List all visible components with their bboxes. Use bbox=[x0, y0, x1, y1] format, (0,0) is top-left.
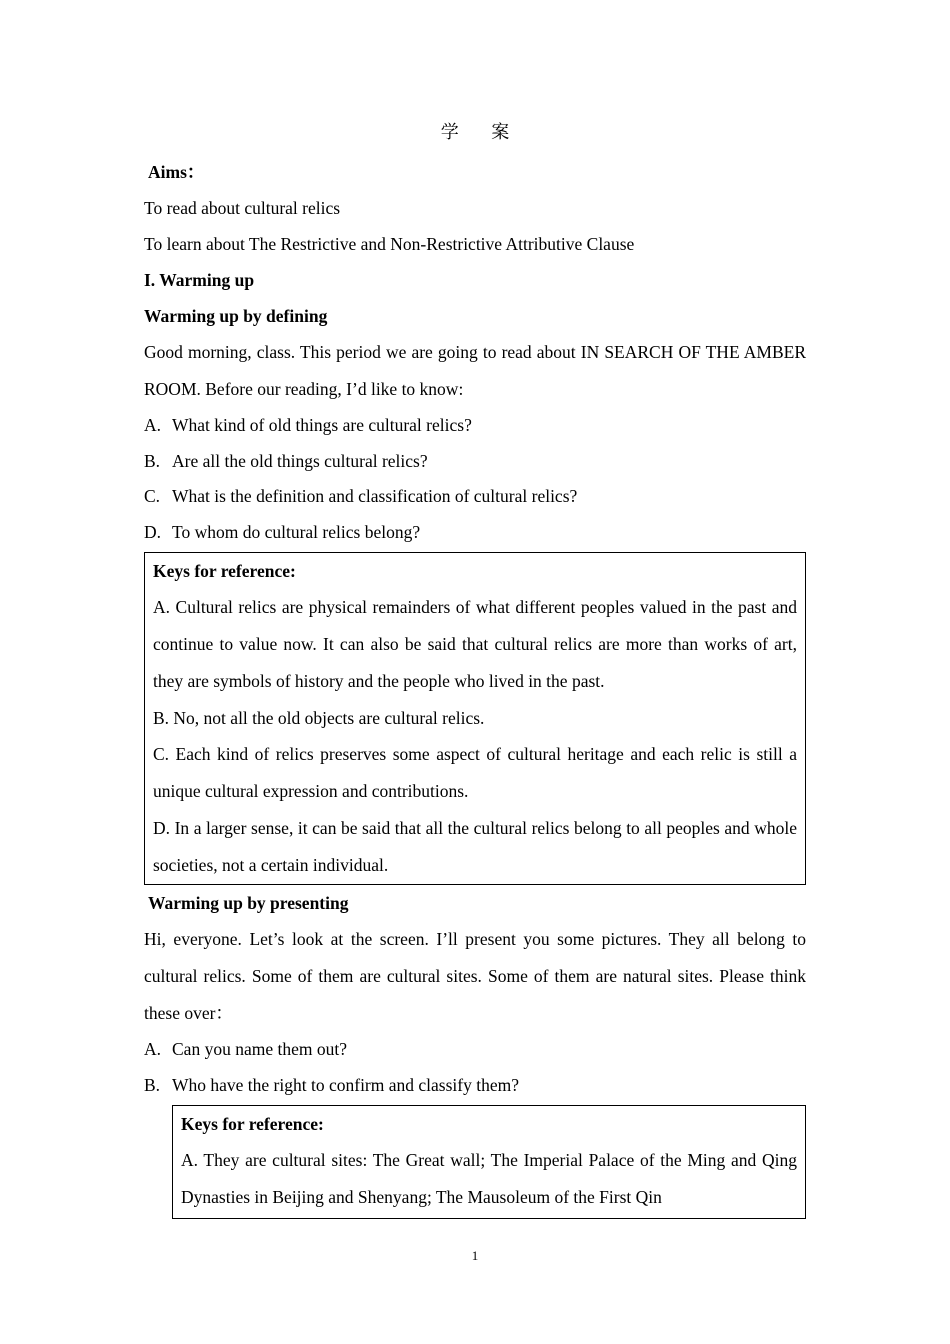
list-item bbox=[144, 1032, 806, 1068]
list-item bbox=[144, 1068, 806, 1104]
list-letter: D. bbox=[144, 521, 162, 542]
subsection-heading: Warming up by defining bbox=[144, 306, 328, 326]
key-answer: A. They are cultural sites: The Great wall; The Imperial Palace of the Ming and Qing Dynasties in Beijing and Shenyang; The Mausoleum of the First Qin bbox=[181, 1150, 797, 1207]
list-letter: B. bbox=[144, 1074, 161, 1095]
keys-box bbox=[144, 552, 806, 885]
list-letter: C. bbox=[144, 486, 161, 506]
key-answer: A. Cultural relics are physical remainders of what different peoples valued in the past and continue to value now. It can also be said that cultural relics are more than works of art, they are symbols of history and the people who lived in the past. bbox=[153, 597, 797, 691]
list-item bbox=[144, 479, 806, 515]
list-text: Are all the old things cultural relics? bbox=[172, 450, 428, 471]
keys-heading: Keys for reference: bbox=[181, 1114, 324, 1134]
page-title: 学 案 bbox=[440, 122, 524, 142]
list-letter: B. bbox=[144, 450, 161, 471]
key-answer: B. No, not all the old objects are cultural relics. bbox=[153, 708, 485, 728]
list-text: Who have the right to confirm and classify them? bbox=[172, 1074, 519, 1095]
list-text: Can you name them out? bbox=[172, 1039, 347, 1059]
question-list bbox=[144, 1032, 806, 1103]
question-list bbox=[144, 408, 806, 550]
aim-item: To read about cultural relics bbox=[144, 198, 341, 218]
list-item bbox=[144, 408, 806, 444]
section-heading: I. Warming up bbox=[144, 270, 255, 290]
subsection-heading: Warming up by presenting bbox=[148, 893, 349, 913]
list-item bbox=[144, 444, 806, 480]
list-text: What kind of old things are cultural relics? bbox=[172, 415, 472, 435]
keys-box bbox=[172, 1105, 806, 1219]
keys-heading: Keys for reference: bbox=[153, 561, 296, 581]
page-number: 1 bbox=[471, 1248, 479, 1263]
intro-paragraph: Hi, everyone. Let’s look at the screen. I’ll present you some pictures. They all belong to cultural relics. Some of them are cultural sites. Some of them are natural sites. Please think these over： bbox=[144, 929, 806, 1023]
list-text: To whom do cultural relics belong? bbox=[172, 521, 421, 542]
intro-paragraph: Good morning, class. This period we are going to read about IN SEARCH OF THE AMBER ROOM. Before our reading, I’d like to know: bbox=[144, 342, 806, 399]
key-answer: D. In a larger sense, it can be said that all the cultural relics belong to all peoples and whole societies, not a certain individual. bbox=[153, 818, 797, 875]
list-item bbox=[144, 515, 806, 551]
key-answer: C. Each kind of relics preserves some aspect of cultural heritage and each relic is still a unique cultural expression and contributions. bbox=[153, 744, 797, 801]
list-text: What is the definition and classification of cultural relics? bbox=[172, 486, 578, 506]
aim-item: To learn about The Restrictive and Non-Restrictive Attributive Clause bbox=[144, 234, 635, 254]
aims-heading: Aims： bbox=[148, 162, 205, 182]
list-letter: A. bbox=[144, 1039, 162, 1059]
document-page bbox=[144, 118, 806, 1219]
list-letter: A. bbox=[144, 415, 162, 435]
